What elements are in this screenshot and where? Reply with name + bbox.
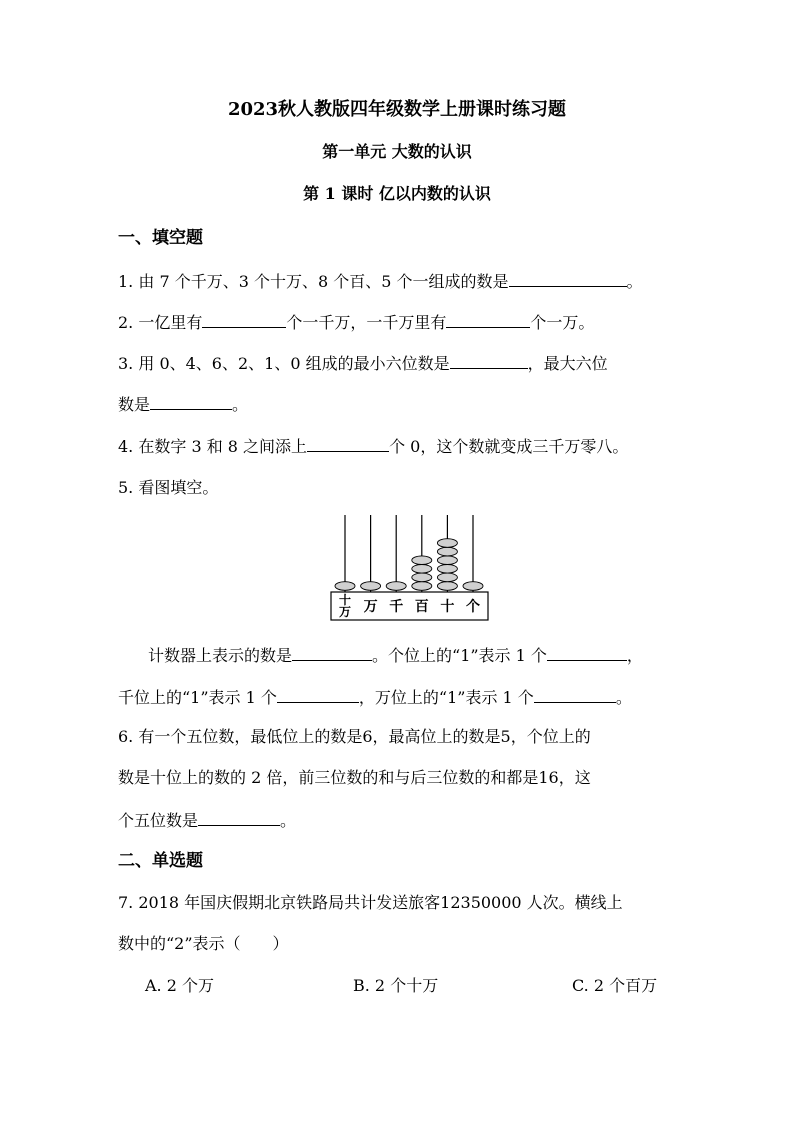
abacus-bead [361, 582, 381, 591]
answer-blank[interactable] [277, 686, 359, 703]
option-b[interactable]: B. 2 个十万 [353, 976, 439, 995]
abacus-bead [463, 582, 483, 591]
question-5-line2 [118, 686, 632, 708]
question-6-line3 [118, 809, 296, 831]
q5-text-a: 计数器上表示的数是 [148, 646, 293, 665]
abacus-bead [412, 582, 432, 591]
question-1-end: 。 [626, 272, 643, 291]
answer-blank[interactable] [307, 435, 389, 452]
abacus-figure [328, 512, 492, 624]
abacus-bead [437, 539, 457, 548]
question-3-line2 [118, 393, 248, 415]
abacus-label: 百 [414, 599, 429, 615]
question-2-end: 个一万。 [530, 313, 595, 332]
lesson-title: 第 1 课时 亿以内数的认识 [303, 184, 491, 203]
page-title: 2023秋人教版四年级数学上册课时练习题 [227, 99, 567, 120]
q5-text-e: ，万位上的“1”表示 1 个 [358, 688, 534, 707]
question-4 [118, 435, 628, 457]
answer-blank[interactable] [547, 644, 627, 661]
question-3 [118, 352, 608, 374]
question-3-end: 。 [232, 395, 249, 414]
abacus-label: 个 [466, 599, 480, 615]
abacus-label: 十 [440, 599, 455, 615]
question-4-end: 个 0，这个数就变成三千万零八。 [389, 437, 629, 456]
q5-text-b: 。个位上的“1”表示 1 个 [372, 646, 547, 665]
answer-blank[interactable] [534, 686, 616, 703]
abacus-bead [437, 547, 457, 556]
question-2-mid: 个一千万，一千万里有 [286, 313, 447, 332]
question-2-text: 2. 一亿里有 [118, 313, 203, 332]
abacus-bead [335, 582, 355, 591]
abacus-label: 十 [338, 593, 352, 607]
question-4-text: 4. 在数字 3 和 8 之间添上 [118, 437, 308, 456]
q6-end: 。 [280, 811, 297, 830]
abacus-bead [437, 556, 457, 565]
abacus-bead [412, 556, 432, 565]
abacus-label: 万 [338, 605, 352, 619]
abacus-label: 千 [389, 599, 404, 615]
question-6-line1: 6. 有一个五位数，最低位上的数是6，最高位上的数是5，个位上的 [118, 727, 591, 746]
answer-blank[interactable] [150, 393, 232, 410]
section-fill-heading: 一、填空题 [118, 228, 203, 248]
question-1 [118, 270, 643, 292]
q6-text: 个五位数是 [118, 811, 199, 830]
question-3-text: 3. 用 0、4、6、2、1、0 组成的最小六位数是 [118, 354, 450, 373]
question-5: 5. 看图填空。 [118, 478, 219, 497]
answer-blank[interactable] [202, 311, 286, 328]
question-6-line2: 数是十位上的数的 2 倍，前三位数的和与后三位数的和都是16，这 [118, 768, 591, 787]
question-3-mid: ，最大六位 [527, 354, 608, 373]
answer-blank[interactable] [198, 809, 280, 826]
abacus-bead [437, 565, 457, 574]
abacus-bead [386, 582, 406, 591]
question-1-text: 1. 由 7 个千万、3 个十万、8 个百、5 个一组成的数是 [118, 272, 509, 291]
question-7-line2: 数中的“2”表示（ ） [118, 934, 289, 953]
q5-text-d: 千位上的“1”表示 1 个 [118, 688, 277, 707]
answer-blank[interactable] [446, 311, 530, 328]
abacus-bead [412, 565, 432, 574]
abacus-bead [412, 573, 432, 582]
abacus-label: 万 [363, 599, 378, 615]
question-7-line1: 7. 2018 年国庆假期北京铁路局共计发送旅客12350000 人次。横线上 [118, 893, 623, 912]
q5-text-f: 。 [615, 688, 632, 707]
answer-blank[interactable] [509, 270, 627, 287]
answer-blank[interactable] [292, 644, 372, 661]
abacus-beads [335, 539, 483, 591]
option-c[interactable]: C. 2 个百万 [572, 976, 658, 995]
option-a[interactable]: A. 2 个万 [145, 976, 214, 995]
q5-text-c: ， [626, 646, 643, 665]
question-2 [118, 311, 594, 333]
answer-blank[interactable] [450, 352, 528, 369]
section-choice-heading: 二、单选题 [118, 851, 203, 871]
abacus-bead [437, 573, 457, 582]
question-5-line1 [148, 644, 643, 666]
abacus-base [331, 592, 488, 620]
question-3-cont: 数是 [118, 395, 151, 414]
abacus-bead [437, 582, 457, 591]
unit-title: 第一单元 大数的认识 [322, 142, 472, 161]
